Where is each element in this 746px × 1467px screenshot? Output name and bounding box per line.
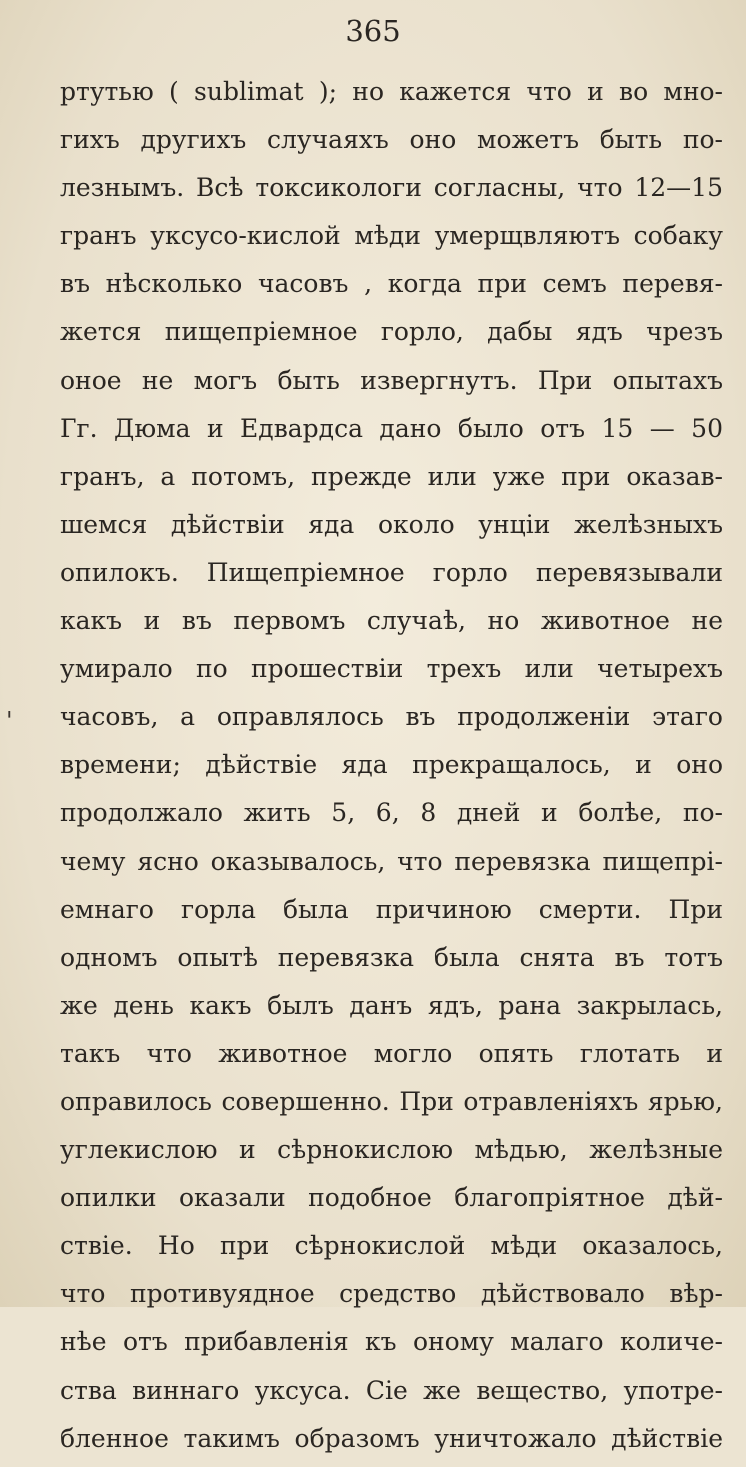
text-line: времени; дѣйствіе яда прекращалось, и оно <box>60 750 723 780</box>
text-line: что противуядное средство дѣйствовало вѣр- <box>60 1279 723 1309</box>
text-line: въ нѣсколько часовъ , когда при семъ перевя- <box>60 269 723 299</box>
text-line: жется пищепріемное горло, дабы ядъ чрезъ <box>60 317 723 347</box>
text-line: такъ что животное могло опять глотать и <box>60 1038 723 1068</box>
text-line: ртутью ( sublimat ); но кажется что и во мно- <box>60 77 723 106</box>
text-line: опилки оказали подобное благопріятное дѣй- <box>60 1183 723 1213</box>
text-line: ствіе. Но при сѣрнокислой мѣди оказалось, <box>60 1231 723 1261</box>
text-line: гихъ другихъ случаяхъ оно можетъ быть по- <box>60 125 723 155</box>
text-line: лезнымъ. Всѣ токсикологи согласны, что 12—15 <box>60 173 723 203</box>
margin-mark: ' <box>6 707 13 735</box>
text-line: оправилось совершенно. При отравленіяхъ ярью, <box>60 1086 723 1116</box>
text-line: продолжало жить 5, 6, 8 дней и болѣе, по- <box>60 798 723 828</box>
text-line: оное не могъ быть извергнутъ. При опытахъ <box>60 365 723 395</box>
text-line: шемся дѣйствіи яда около унціи желѣзныхъ <box>60 509 723 539</box>
text-line: одномъ опытѣ перевязка была снята въ тотъ <box>60 942 723 972</box>
text-line: гранъ, а потомъ, прежде или уже при оказав- <box>60 461 723 491</box>
text-line: гранъ уксусо-кислой мѣди умерщвляютъ собаку <box>60 221 723 251</box>
body-text <box>60 72 723 1467</box>
page-number: 365 <box>345 14 401 48</box>
text-line: какъ и въ первомъ случаѣ, но животное не <box>60 606 723 636</box>
text-line: часовъ, а оправлялось въ продолженіи этаго <box>60 702 723 732</box>
text-line: умирало по прошествіи трехъ или четырехъ <box>60 654 723 684</box>
text-line: нѣе отъ прибавленія къ оному малаго количе- <box>60 1327 723 1357</box>
text-line: чему ясно оказывалось, что перевязка пищепрі- <box>60 846 723 876</box>
text-line: бленное такимъ образомъ уничтожало дѣйствіе <box>60 1423 723 1453</box>
text-line: ства виннаго уксуса. Сіе же вещество, употре- <box>60 1375 723 1405</box>
text-line: же день какъ былъ данъ ядъ, рана закрылась, <box>60 990 723 1020</box>
text-line: Гг. Дюма и Едвардса дано было отъ 15 — 50 <box>60 413 723 443</box>
text-line: емнаго горла была причиною смерти. При <box>60 894 723 924</box>
text-line: опилокъ. Пищепріемное горло перевязывали <box>60 557 723 587</box>
text-line: углекислою и сѣрнокислою мѣдью, желѣзные <box>60 1135 723 1165</box>
